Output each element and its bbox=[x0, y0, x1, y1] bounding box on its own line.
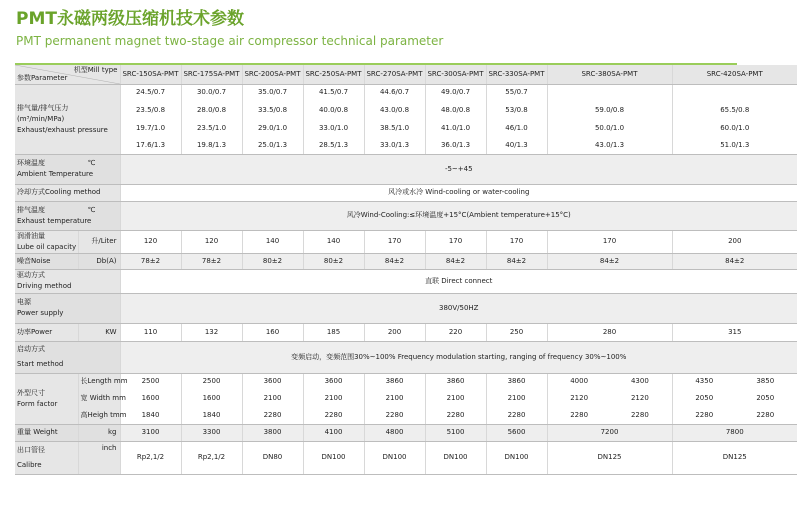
table-cell: 33.5/0.8 bbox=[242, 101, 303, 119]
table-cell: 3600 bbox=[242, 373, 303, 390]
table-cell: 30.0/0.7 bbox=[181, 84, 242, 101]
table-cell: 1840 bbox=[120, 407, 181, 424]
table-cell: 41.0/1.0 bbox=[425, 119, 486, 137]
model-header: SRC-150SA-PMT bbox=[120, 65, 181, 84]
table-cell: 200 bbox=[672, 230, 797, 253]
table-cell: 5600 bbox=[486, 424, 547, 441]
form-row bbox=[15, 390, 797, 407]
exhaust-temp-value: 风冷Wind-Cooling:≤环境温度+15°C(Ambient temperature+15°C) bbox=[120, 201, 797, 230]
page-title: PMT永磁两级压缩机技术参数 bbox=[16, 9, 244, 29]
table-cell: 170 bbox=[364, 230, 425, 253]
table-cell: 3860 bbox=[364, 373, 425, 390]
table-cell: 19.7/1.0 bbox=[120, 119, 181, 137]
table-cell: 170 bbox=[486, 230, 547, 253]
table-cell: 4000 4300 bbox=[547, 373, 672, 390]
form-row bbox=[15, 373, 797, 390]
model-header: SRC-200SA-PMT bbox=[242, 65, 303, 84]
table-cell: 1840 bbox=[181, 407, 242, 424]
table-cell: 43.0/0.8 bbox=[364, 101, 425, 119]
table-cell: 2100 bbox=[303, 390, 364, 407]
exhaust-label: 排气量/排气压力 (m³/min/MPa) Exhaust/exhaust pressure bbox=[15, 84, 120, 154]
table-cell: DN100 bbox=[425, 441, 486, 474]
table-cell: 2280 bbox=[303, 407, 364, 424]
table-cell: 36.0/1.3 bbox=[425, 137, 486, 154]
table-cell: 1600 bbox=[120, 390, 181, 407]
weight-label: 重量 Weight bbox=[15, 424, 78, 441]
table-cell: 41.5/0.7 bbox=[303, 84, 364, 101]
table-cell: Rp2,1/2 bbox=[120, 441, 181, 474]
model-header: SRC-330SA-PMT bbox=[486, 65, 547, 84]
table-cell: 28.0/0.8 bbox=[181, 101, 242, 119]
table-cell: 84±2 bbox=[672, 253, 797, 269]
table-cell: DN100 bbox=[303, 441, 364, 474]
table-cell: 51.0/1.3 bbox=[672, 137, 797, 154]
model-header: SRC-420SA-PMT bbox=[672, 65, 797, 84]
table-cell: 40.0/0.8 bbox=[303, 101, 364, 119]
table-cell: 17.6/1.3 bbox=[120, 137, 181, 154]
table-cell: 46/1.0 bbox=[486, 119, 547, 137]
table-cell: 38.5/1.0 bbox=[364, 119, 425, 137]
power-row bbox=[15, 323, 797, 341]
table-cell: 65.5/0.8 bbox=[720, 105, 750, 114]
table-cell: 132 bbox=[181, 323, 242, 341]
table-cell: 80±2 bbox=[242, 253, 303, 269]
table-cell: 2100 bbox=[486, 390, 547, 407]
noise-unit: Db(A) bbox=[78, 253, 120, 269]
exhaust-row bbox=[15, 137, 797, 154]
table-cell: 2280 bbox=[425, 407, 486, 424]
table-cell: 3100 bbox=[120, 424, 181, 441]
table-cell: DN100 bbox=[364, 441, 425, 474]
table-cell: 25.0/1.3 bbox=[242, 137, 303, 154]
table-cell: 160 bbox=[242, 323, 303, 341]
ambient-label: 环境温度 ℃ Ambient Temperature bbox=[15, 154, 120, 184]
table-cell: 33.0/1.3 bbox=[364, 137, 425, 154]
table-cell: 2100 bbox=[425, 390, 486, 407]
table-cell: 78±2 bbox=[181, 253, 242, 269]
table-cell: 2500 bbox=[181, 373, 242, 390]
table-cell: 7800 bbox=[672, 424, 797, 441]
lube-row bbox=[15, 230, 797, 253]
start-value: 变频启动，变频范围30%~100% Frequency modulation starting, ranging of frequency 30%~100% bbox=[120, 341, 797, 373]
table-cell: 50.0/1.0 bbox=[547, 119, 672, 137]
exhaust-row bbox=[15, 101, 797, 119]
table-cell: 78±2 bbox=[120, 253, 181, 269]
header-row bbox=[15, 65, 797, 84]
table-cell: 84±2 bbox=[364, 253, 425, 269]
table-cell: 3800 bbox=[242, 424, 303, 441]
driving-label: 驱动方式 Driving method bbox=[15, 269, 120, 293]
power-supply-value: 380V/50HZ bbox=[120, 293, 797, 323]
power-unit: KW bbox=[78, 323, 120, 341]
table-cell: 170 bbox=[547, 230, 672, 253]
power-supply-row bbox=[15, 293, 797, 323]
table-cell: 3600 bbox=[303, 373, 364, 390]
outlet-row bbox=[15, 441, 797, 474]
power-supply-label: 电源 Power supply bbox=[15, 293, 120, 323]
table-cell: 2280 bbox=[364, 407, 425, 424]
table-cell: 4100 bbox=[303, 424, 364, 441]
table-cell bbox=[672, 84, 797, 101]
page-subtitle: PMT permanent magnet two-stage air compressor technical parameter bbox=[16, 34, 444, 48]
table-cell: 2280 bbox=[486, 407, 547, 424]
table-cell: 7200 bbox=[547, 424, 672, 441]
table-cell: 4350 3850 bbox=[695, 377, 775, 386]
form-label: 外型尺寸 Form factor bbox=[15, 373, 78, 424]
table-cell: 60.0/1.0 bbox=[720, 123, 750, 132]
weight-row bbox=[15, 424, 797, 441]
driving-value: 直联 Direct connect bbox=[120, 269, 797, 293]
ambient-value: -5~+45 bbox=[120, 154, 797, 184]
corner-top-label: 机型Mill type bbox=[73, 66, 118, 74]
table-cell: 33.0/1.0 bbox=[303, 119, 364, 137]
corner-cell bbox=[15, 65, 120, 84]
table-cell: 84±2 bbox=[486, 253, 547, 269]
spec-table bbox=[15, 65, 797, 475]
table-cell bbox=[547, 84, 672, 101]
cooling-row bbox=[15, 184, 797, 201]
table-cell: 3860 bbox=[425, 373, 486, 390]
exhaust-temp-label: 排气温度 ℃ Exhaust temperature bbox=[15, 201, 120, 230]
table-cell: 84±2 bbox=[425, 253, 486, 269]
table-cell: 35.0/0.7 bbox=[242, 84, 303, 101]
noise-row bbox=[15, 253, 797, 269]
table-cell: 40/1.3 bbox=[486, 137, 547, 154]
model-header: SRC-380SA-PMT bbox=[547, 65, 672, 84]
exhaust-temp-row bbox=[15, 201, 797, 230]
model-header: SRC-175SA-PMT bbox=[181, 65, 242, 84]
table-cell: 220 bbox=[425, 323, 486, 341]
table-cell: 140 bbox=[303, 230, 364, 253]
table-cell: 170 bbox=[425, 230, 486, 253]
table-cell: 28.5/1.3 bbox=[303, 137, 364, 154]
table-cell: 84±2 bbox=[547, 253, 672, 269]
cooling-value: 风冷或水冷 Wind-cooling or water-cooling bbox=[120, 184, 797, 201]
table-cell: 120 bbox=[181, 230, 242, 253]
table-cell: 53/0.8 bbox=[486, 101, 547, 119]
table-cell: 3300 bbox=[181, 424, 242, 441]
outlet-label: 出口管径 Calibre bbox=[15, 441, 78, 474]
table-cell: 49.0/0.7 bbox=[425, 84, 486, 101]
weight-unit: kg bbox=[78, 424, 120, 441]
noise-label: 噪音Noise bbox=[15, 253, 78, 269]
table-cell: 140 bbox=[242, 230, 303, 253]
start-label: 启动方式 Start method bbox=[15, 341, 120, 373]
form-row bbox=[15, 407, 797, 424]
corner-bottom-label: 参数Parameter bbox=[17, 73, 68, 82]
table-cell: 2100 bbox=[242, 390, 303, 407]
table-cell: 3860 bbox=[486, 373, 547, 390]
exhaust-row bbox=[15, 84, 797, 101]
driving-row bbox=[15, 269, 797, 293]
lube-label: 润滑油量 Lube oil capacity bbox=[15, 230, 78, 253]
power-label: 功率Power bbox=[15, 323, 78, 341]
model-header: SRC-270SA-PMT bbox=[364, 65, 425, 84]
outlet-unit: inch bbox=[78, 441, 120, 474]
table-cell: 23.5/0.8 bbox=[120, 101, 181, 119]
table-cell: 2050 2050 bbox=[695, 394, 775, 402]
table-cell: 280 bbox=[547, 323, 672, 341]
table-cell: 2500 bbox=[120, 373, 181, 390]
table-cell: 59.0/0.8 bbox=[547, 101, 672, 119]
table-cell: 4800 bbox=[364, 424, 425, 441]
table-cell: 48.0/0.8 bbox=[425, 101, 486, 119]
lube-unit: 升/Liter bbox=[78, 230, 120, 253]
table-cell: DN100 bbox=[486, 441, 547, 474]
table-cell: DN125 bbox=[547, 441, 672, 474]
table-cell: DN80 bbox=[242, 441, 303, 474]
table-cell: 315 bbox=[672, 323, 797, 341]
model-header: SRC-250SA-PMT bbox=[303, 65, 364, 84]
table-cell: 2280 2280 bbox=[672, 407, 797, 424]
table-cell: 250 bbox=[486, 323, 547, 341]
table-cell: 2120 2120 bbox=[547, 390, 672, 407]
cooling-label: 冷却方式Cooling method bbox=[15, 184, 120, 201]
table-cell: 5100 bbox=[425, 424, 486, 441]
table-cell: 2280 2280 bbox=[547, 407, 672, 424]
table-cell: 43.0/1.3 bbox=[547, 137, 672, 154]
table-cell: 80±2 bbox=[303, 253, 364, 269]
exhaust-row bbox=[15, 119, 797, 137]
model-header: SRC-300SA-PMT bbox=[425, 65, 486, 84]
table-cell: 19.8/1.3 bbox=[181, 137, 242, 154]
table-cell: DN125 bbox=[672, 441, 797, 474]
table-cell: 44.6/0.7 bbox=[364, 84, 425, 101]
table-cell: 1600 bbox=[181, 390, 242, 407]
table-cell: 55/0.7 bbox=[486, 84, 547, 101]
table-cell: 23.5/1.0 bbox=[181, 119, 242, 137]
table-cell: 185 bbox=[303, 323, 364, 341]
table-cell: 2100 bbox=[364, 390, 425, 407]
table-cell: Rp2,1/2 bbox=[181, 441, 242, 474]
ambient-row bbox=[15, 154, 797, 184]
form-row-label: 高Heigh tmm bbox=[78, 407, 120, 424]
table-cell: 2280 bbox=[242, 407, 303, 424]
table-cell: 120 bbox=[120, 230, 181, 253]
form-row-label: 长Length mm bbox=[78, 373, 120, 390]
table-cell: 29.0/1.0 bbox=[242, 119, 303, 137]
form-row-label: 宽 Width mm bbox=[78, 390, 120, 407]
table-cell: 200 bbox=[364, 323, 425, 341]
start-row bbox=[15, 341, 797, 373]
table-cell: 110 bbox=[120, 323, 181, 341]
table-cell: 24.5/0.7 bbox=[120, 84, 181, 101]
